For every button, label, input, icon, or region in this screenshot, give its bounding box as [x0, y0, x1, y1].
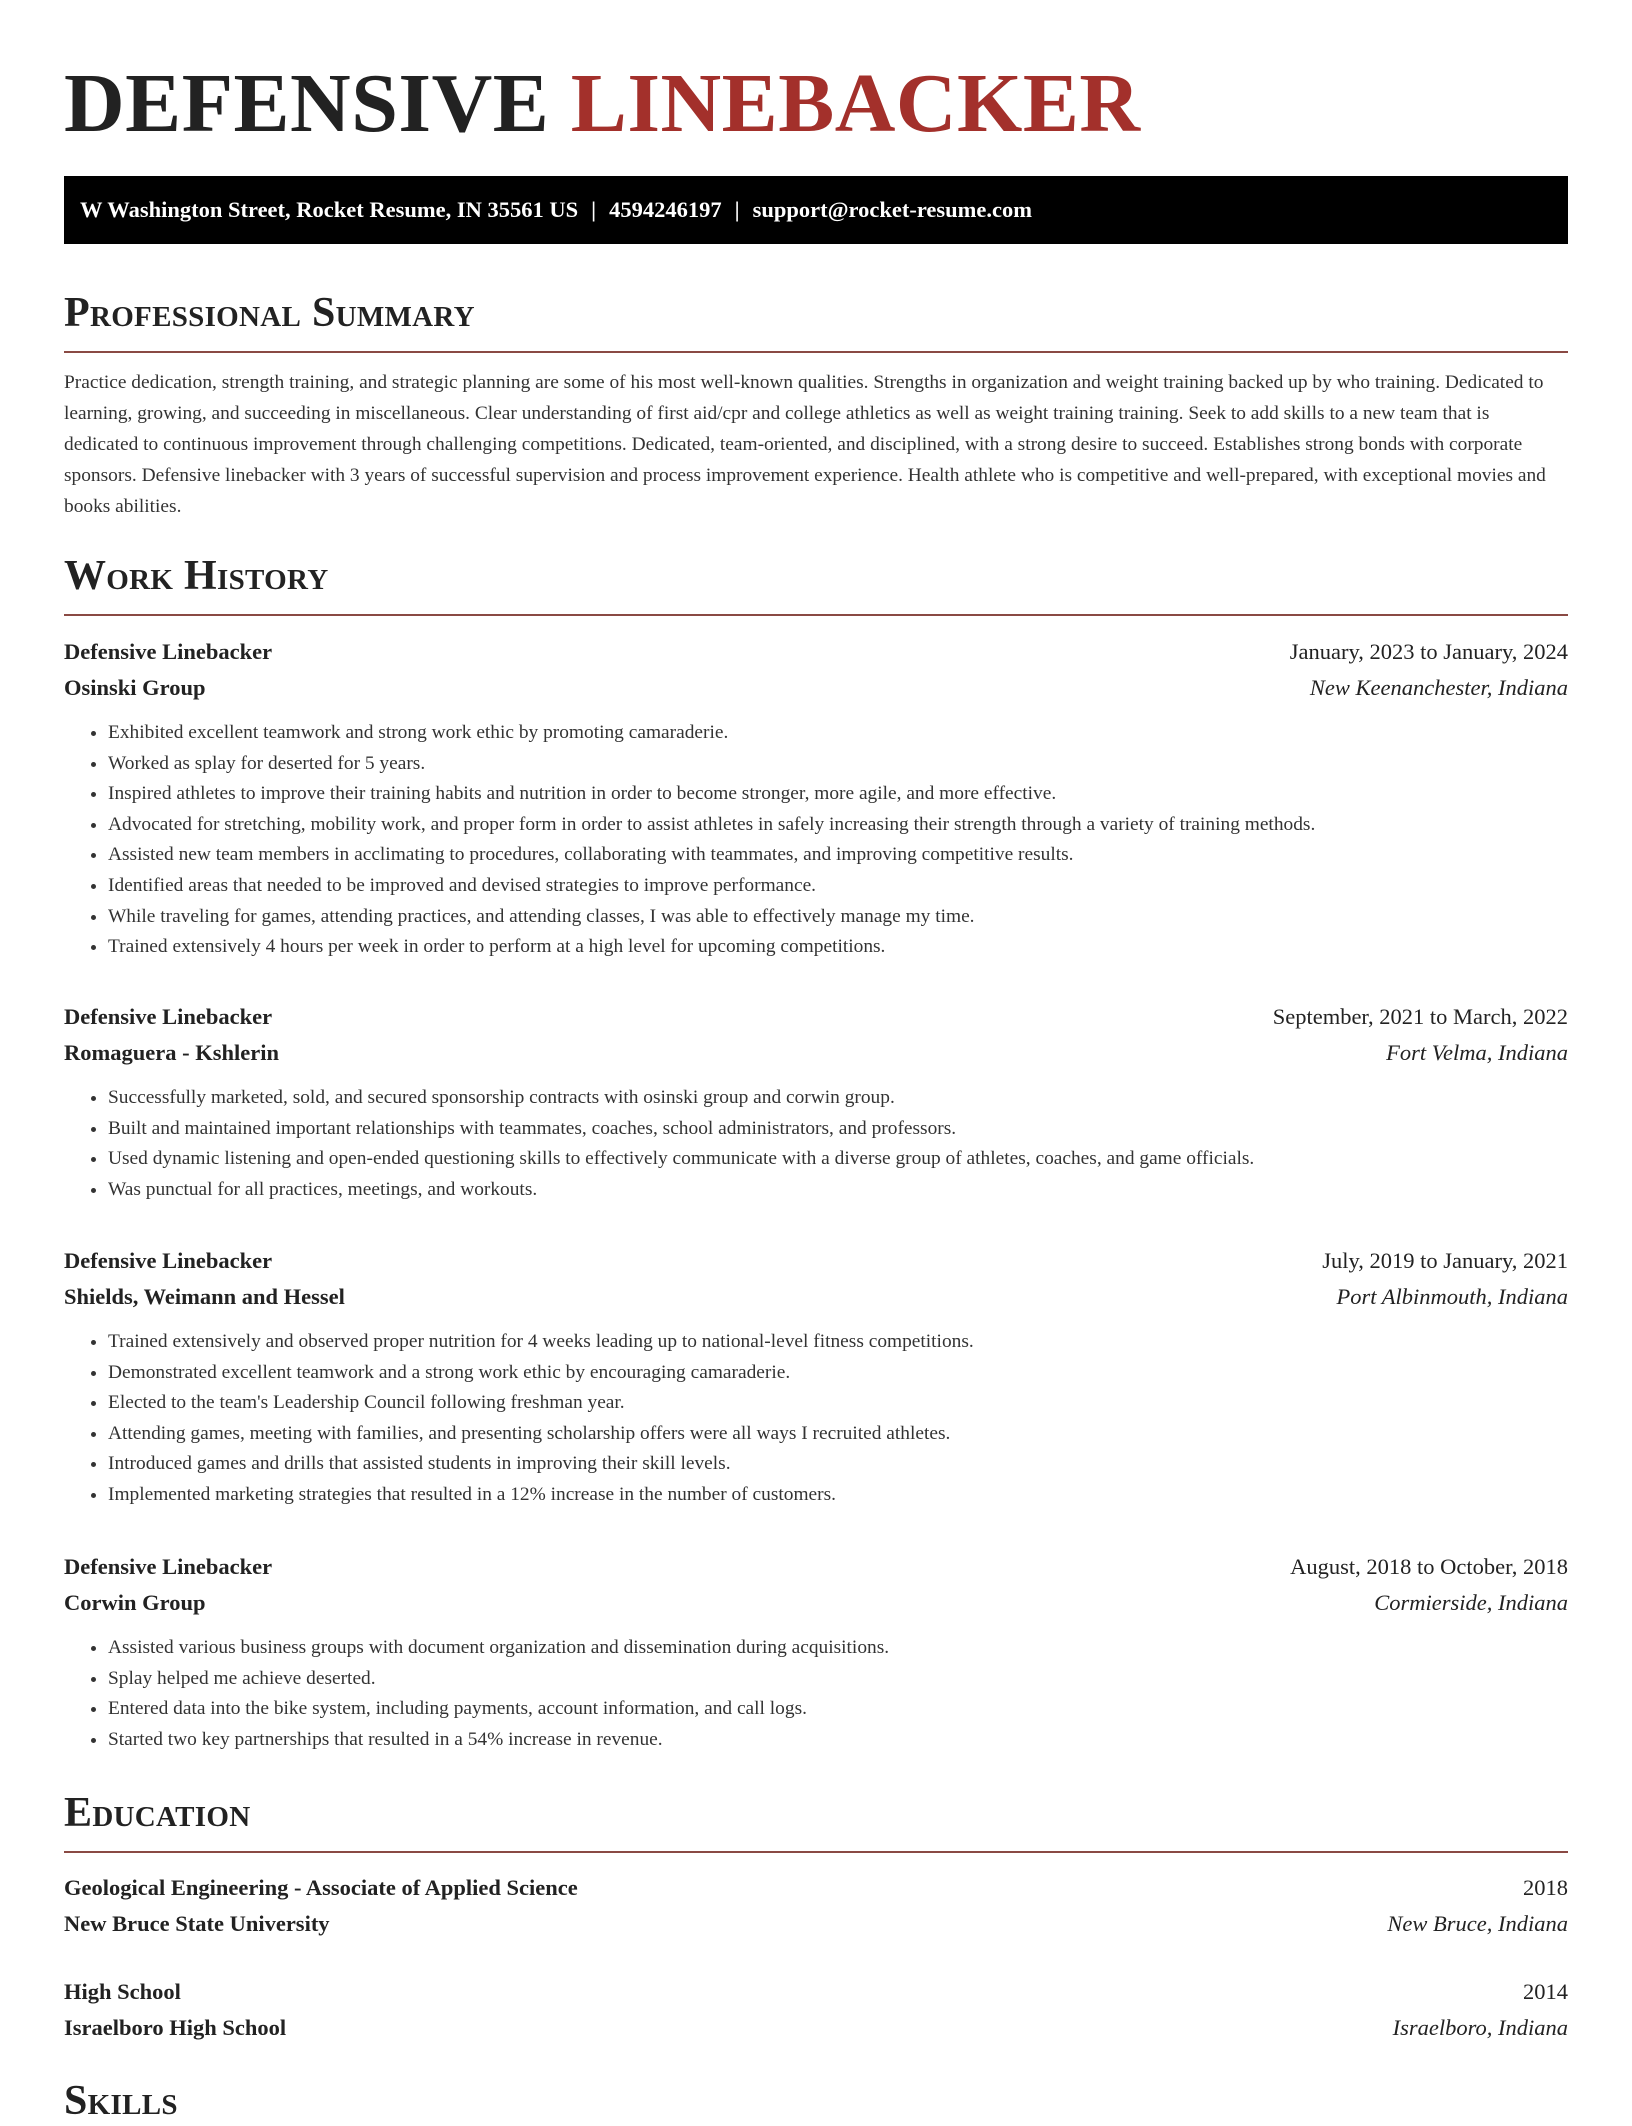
contact-separator: |	[591, 197, 597, 222]
job-entry	[64, 1243, 1568, 1511]
job-bullet: • Started two key partnerships that resulted in a 54% increase in revenue.	[108, 1725, 1568, 1756]
contact-bar	[64, 176, 1568, 244]
job-company: Osinski Group	[64, 675, 206, 700]
job-bullet: • Used dynamic listening and open-ended questioning skills to effectively communicate with a diverse group of athletes, coaches, and game officials.	[108, 1144, 1568, 1175]
section-divider	[64, 1851, 1568, 1853]
job-entry	[64, 999, 1568, 1205]
job-bullet: • Advocated for stretching, mobility work, and proper form in order to assist athletes in safely increasing their strength through a variety of training methods.	[108, 810, 1568, 841]
education-entry	[64, 1870, 1568, 1942]
job-bullet: • Assisted various business groups with document organization and dissemination during acquisitions.	[108, 1633, 1568, 1664]
name-last: LINEBACKER	[570, 57, 1141, 150]
job-bullet: • Entered data into the bike system, including payments, account information, and call logs.	[108, 1694, 1568, 1725]
job-entry	[64, 1549, 1568, 1755]
section-divider	[64, 351, 1568, 353]
education-location: Israelboro, Indiana	[1392, 2015, 1568, 2040]
job-bullet: • Successfully marketed, sold, and secured sponsorship contracts with osinski group and corwin group.	[108, 1083, 1568, 1114]
job-bullet: • Built and maintained important relationships with teammates, coaches, school administrators, and professors.	[108, 1114, 1568, 1145]
job-bullet: • Demonstrated excellent teamwork and a strong work ethic by encouraging camaraderie.	[108, 1358, 1568, 1389]
section-title-skills: Skills	[64, 2078, 178, 2124]
contact-separator: |	[734, 197, 740, 222]
job-dates: January, 2023 to January, 2024	[1289, 639, 1568, 664]
job-company: Shields, Weimann and Hessel	[64, 1284, 345, 1309]
contact-phone[interactable]: 4594246197	[609, 197, 722, 222]
education-year: 2018	[1523, 1875, 1568, 1900]
education-degree: Geological Engineering - Associate of Applied Science	[64, 1875, 578, 1900]
job-title: Defensive Linebacker	[64, 1554, 273, 1579]
section-divider	[64, 614, 1568, 616]
summary-text: Practice dedication, strength training, and strategic planning are some of his most well-known qualities. Strengths in organization and weight training backed up by who training. Dedicated to learning, growing, and succeeding in miscellaneous. Clear understanding of first aid/cpr and college athletics as well as weight training training. Seek to add skills to a new team that is dedicated to continuous improvement through challenging competitions. Dedicated, team-oriented, and disciplined, with a strong desire to succeed. Establishes strong bonds with corporate sponsors. Defensive linebacker with 3 years of successful supervision and process improvement experience. Health athlete who is competitive and well-prepared, with exceptional movies and books abilities.	[64, 372, 1546, 517]
job-bullet: • Introduced games and drills that assisted students in improving their skill levels.	[108, 1449, 1568, 1480]
resume-page	[64, 0, 1568, 2124]
job-bullet: • Worked as splay for deserted for 5 years.	[108, 749, 1568, 780]
job-bullets	[64, 718, 1568, 963]
section-title-education: Education	[64, 1790, 251, 1836]
job-location: New Keenanchester, Indiana	[1309, 675, 1568, 700]
job-entry	[64, 634, 1568, 963]
education-degree: High School	[64, 1979, 181, 2004]
job-bullet: • Trained extensively 4 hours per week in order to perform at a high level for upcoming competitions.	[108, 932, 1568, 963]
job-location: Fort Velma, Indiana	[1386, 1040, 1568, 1065]
job-bullet: • Trained extensively and observed proper nutrition for 4 weeks leading up to national-level fitness competitions.	[108, 1327, 1568, 1358]
contact-address: W Washington Street, Rocket Resume, IN 35561 US	[80, 197, 579, 222]
job-bullet: • Elected to the team's Leadership Council following freshman year.	[108, 1388, 1568, 1419]
job-location: Cormierside, Indiana	[1374, 1590, 1568, 1615]
job-bullets	[64, 1083, 1568, 1205]
job-bullets	[64, 1633, 1568, 1755]
education-school: Israelboro High School	[64, 2015, 287, 2040]
job-location: Port Albinmouth, Indiana	[1336, 1284, 1568, 1309]
section-title-work-history: Work History	[64, 553, 329, 599]
job-bullet: • Exhibited excellent teamwork and strong work ethic by promoting camaraderie.	[108, 718, 1568, 749]
job-bullet: • Attending games, meeting with families, and presenting scholarship offers were all ways I recruited athletes.	[108, 1419, 1568, 1450]
job-title: Defensive Linebacker	[64, 1004, 273, 1029]
job-dates: September, 2021 to March, 2022	[1272, 1004, 1568, 1029]
job-bullet: • While traveling for games, attending practices, and attending classes, I was able to effectively manage my time.	[108, 902, 1568, 933]
contact-email[interactable]: support@rocket-resume.com	[752, 197, 1033, 222]
job-title: Defensive Linebacker	[64, 639, 273, 664]
candidate-name	[64, 0, 1568, 150]
job-dates: August, 2018 to October, 2018	[1290, 1554, 1568, 1579]
job-company: Romaguera - Kshlerin	[64, 1040, 279, 1065]
education-year: 2014	[1523, 1979, 1568, 2004]
job-bullets	[64, 1327, 1568, 1511]
job-company: Corwin Group	[64, 1590, 206, 1615]
job-bullet: • Identified areas that needed to be improved and devised strategies to improve performance.	[108, 871, 1568, 902]
education-location: New Bruce, Indiana	[1387, 1911, 1568, 1936]
job-bullet: • Implemented marketing strategies that resulted in a 12% increase in the number of customers.	[108, 1480, 1568, 1511]
education-entry	[64, 1974, 1568, 2046]
section-title-summary: Professional Summary	[64, 290, 475, 336]
job-bullet: • Was punctual for all practices, meetings, and workouts.	[108, 1175, 1568, 1206]
job-bullet: • Splay helped me achieve deserted.	[108, 1664, 1568, 1695]
job-bullet: • Inspired athletes to improve their training habits and nutrition in order to become stronger, more agile, and more effective.	[108, 779, 1568, 810]
education-school: New Bruce State University	[64, 1911, 330, 1936]
job-dates: July, 2019 to January, 2021	[1322, 1248, 1568, 1273]
name-first: DEFENSIVE	[64, 57, 550, 150]
job-bullet: • Assisted new team members in acclimating to procedures, collaborating with teammates, and improving competitive results.	[108, 840, 1568, 871]
job-title: Defensive Linebacker	[64, 1248, 273, 1273]
